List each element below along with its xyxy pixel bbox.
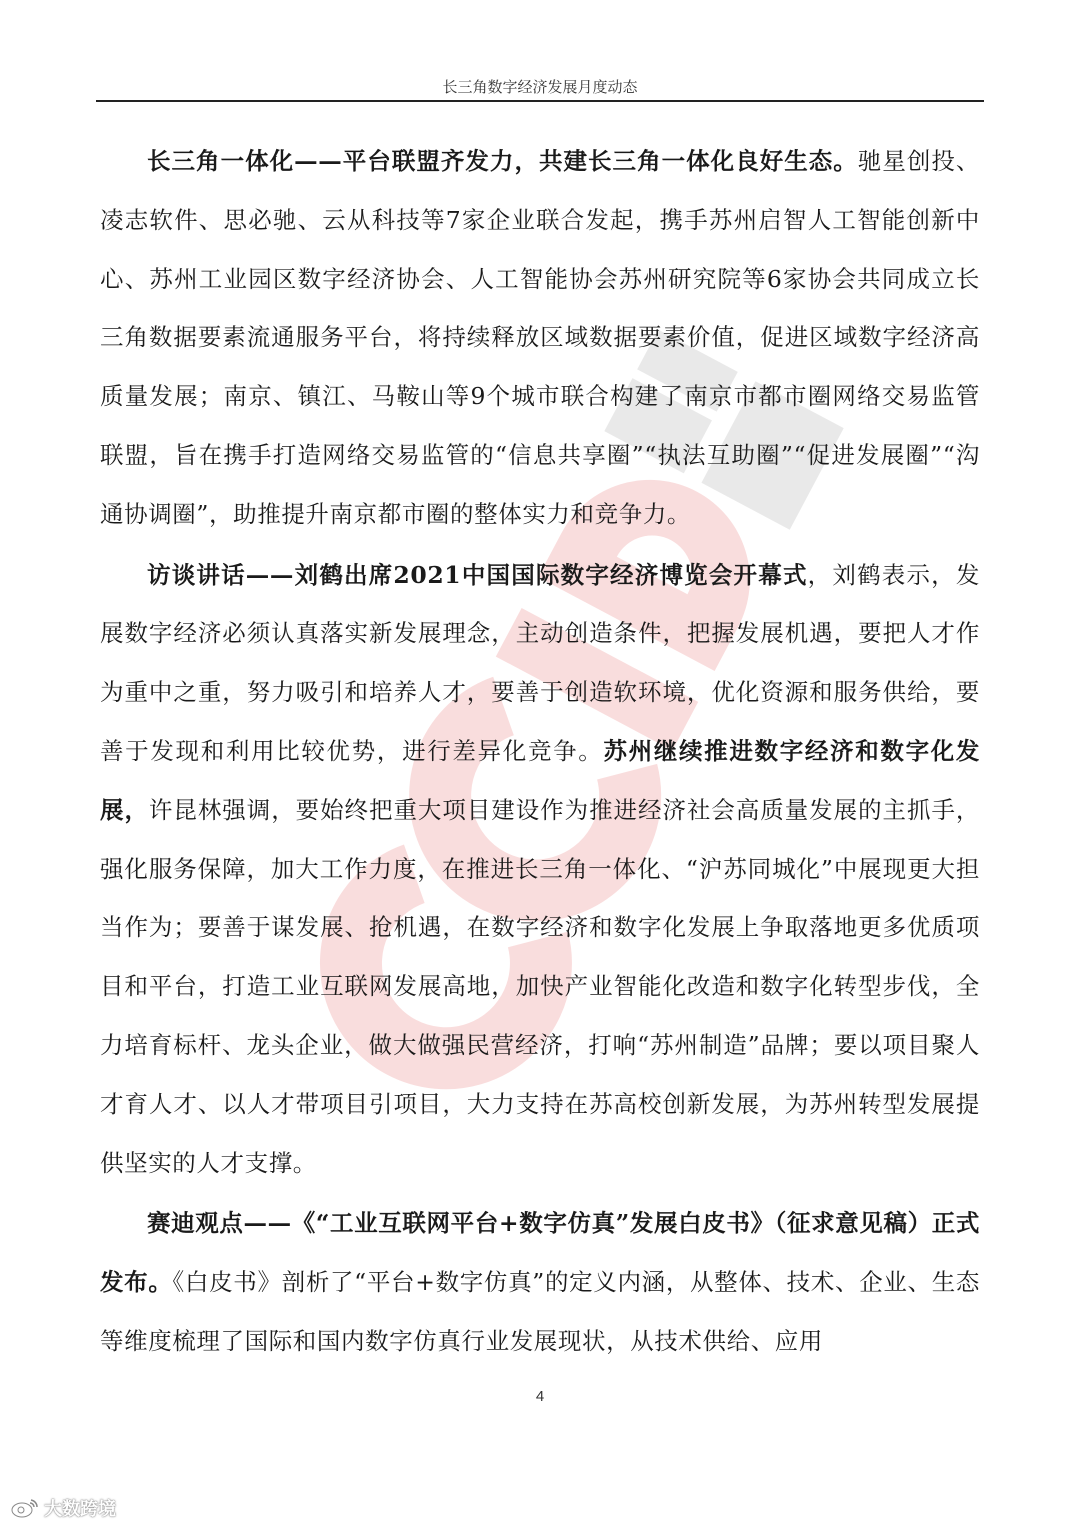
source-brand-watermark bbox=[10, 1496, 116, 1520]
paragraph-interview-speech bbox=[100, 546, 980, 1193]
paragraph-text: ，刘鹤表示，发展数字经济必须认真落实新发展理念，主动创造条件，把握发展机遇，要把人才作为重中之重，努力吸引和培养人才，要善于创造软环境，优化资源和服务供给，要善于发现和利用比较优势，进行差异化竞争。 bbox=[100, 560, 980, 765]
paragraph-heading: 赛迪观点——《“工业互联网平台+数字仿真”发展白皮书》（征求意见稿）正式发布。 bbox=[100, 1209, 980, 1297]
running-header: 长三角数字经济发展月度动态 bbox=[442, 78, 638, 96]
paragraph-text: 驰星创投、凌志软件、思必驰、云从科技等7家企业联合发起，携手苏州启智人工智能创新中心、苏州工业园区数字经济协会、人工智能协会苏州研究院等6家协会共同成立长三角数据要素流通服务平台，将持续释放区域数据要素价值，促进区域数字经济高质量发展；南京、镇江、马鞍山等9个城市联合构建了南京市都市圈网络交易监管联盟，旨在携手打造网络交易监管的“信息共享圈”“执法互助圈”“促进发展圈”“沟通协调圈”，助推提升南京都市圈的整体实力和竞争力。 bbox=[100, 147, 980, 528]
document-body bbox=[100, 132, 980, 1373]
page-number: 4 bbox=[535, 1388, 545, 1405]
paragraph-text: 《白皮书》剖析了“平台+数字仿真”的定义内涵，从整体、技术、企业、生态等维度梳理了国际和国内数字仿真行业发展现状，从技术供给、应用 bbox=[100, 1268, 980, 1355]
paragraph-heading: 长三角一体化——平台联盟齐发力，共建长三角一体化良好生态。 bbox=[147, 147, 858, 175]
brand-text: 大数跨境 bbox=[44, 1499, 116, 1520]
weibo-logo-icon bbox=[10, 1497, 40, 1519]
paragraph-ccid-viewpoint bbox=[100, 1194, 980, 1370]
paragraph-heading: 访谈讲话——刘鹤出席2021中国国际数字经济博览会开幕式 bbox=[147, 560, 808, 589]
paragraph-text-continued: 许昆林强调，要始终把重大项目建设作为推进经济社会高质量发展的主抓手，强化服务保障，加大工作力度，在推进长三角一体化、“沪苏同城化”中展现更大担当作为；要善于谋发展、抢机遇，在数字经济和数字化发展上争取落地更多优质项目和平台，打造工业互联网发展高地，加快产业智能化改造和数字化转型步伐，全力培育标杆、龙头企业，做大做强民营经济，打响“苏州制造”品牌；要以项目聚人才育人才、以人才带项目引项目，大力支持在苏高校创新发展，为苏州转型发展提供坚实的人才支撑。 bbox=[100, 795, 981, 1177]
header-rule bbox=[96, 100, 984, 102]
paragraph-subheading: 苏州继续推进数字经济和数字化发展， bbox=[100, 736, 981, 824]
paragraph-yangtze-integration bbox=[100, 132, 980, 544]
